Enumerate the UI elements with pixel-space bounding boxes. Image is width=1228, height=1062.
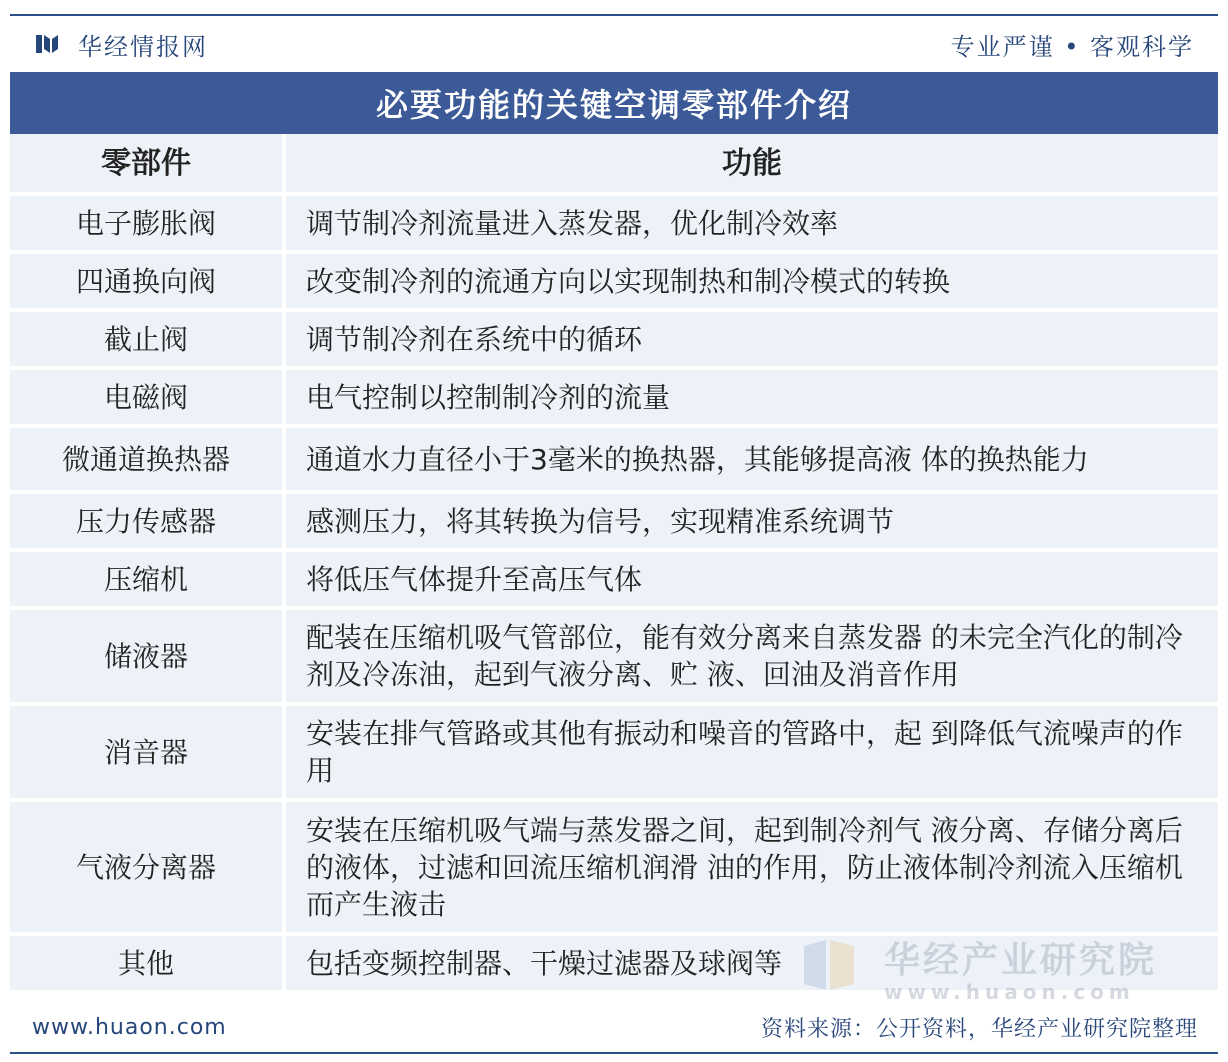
watermark-name: 华经产业研究院 bbox=[884, 940, 1158, 981]
watermark-url: www.huaon.com bbox=[884, 980, 1135, 1004]
footer-website: www.huaon.com bbox=[32, 1014, 227, 1040]
brand bbox=[36, 27, 208, 62]
part-cell: 其他 bbox=[10, 936, 286, 994]
table-row bbox=[10, 370, 1218, 428]
table-row bbox=[10, 610, 1218, 706]
top-bar bbox=[10, 16, 1218, 72]
table-row bbox=[10, 196, 1218, 254]
function-cell: 安装在压缩机吸气端与蒸发器之间，起到制冷剂气 液分离、存储分离后的液体，过滤和回流压缩机润滑 油的作用，防止液体制冷剂流入压缩机而产生液击 bbox=[286, 802, 1218, 936]
table-row bbox=[10, 312, 1218, 370]
function-cell: 感测压力，将其转换为信号，实现精准系统调节 bbox=[286, 494, 1218, 552]
part-cell: 四通换向阀 bbox=[10, 254, 286, 312]
function-cell: 安装在排气管路或其他有振动和噪音的管路中，起 到降低气流噪声的作用 bbox=[286, 706, 1218, 802]
table-row bbox=[10, 494, 1218, 552]
part-cell: 微通道换热器 bbox=[10, 428, 286, 494]
function-cell: 配装在压缩机吸气管部位，能有效分离来自蒸发器 的未完全汽化的制冷剂及冷冻油，起到气液分离、贮 液、回油及消音作用 bbox=[286, 610, 1218, 706]
function-cell: 调节制冷剂流量进入蒸发器，优化制冷效率 bbox=[286, 196, 1218, 254]
title-bar bbox=[10, 72, 1218, 134]
part-cell: 消音器 bbox=[10, 706, 286, 802]
table-row bbox=[10, 802, 1218, 936]
infographic-frame bbox=[10, 14, 1218, 1054]
function-cell: 将低压气体提升至高压气体 bbox=[286, 552, 1218, 610]
table-header-row bbox=[10, 134, 1218, 196]
part-cell: 压力传感器 bbox=[10, 494, 286, 552]
huajing-logo-icon bbox=[36, 33, 64, 55]
part-cell: 电子膨胀阀 bbox=[10, 196, 286, 254]
column-header-part: 零部件 bbox=[10, 134, 286, 196]
slogan: 专业严谨 • 客观科学 bbox=[950, 32, 1194, 61]
table-row bbox=[10, 428, 1218, 494]
function-cell: 电气控制以控制制冷剂的流量 bbox=[286, 370, 1218, 428]
column-header-function: 功能 bbox=[286, 134, 1218, 196]
part-cell: 气液分离器 bbox=[10, 802, 286, 936]
table-row bbox=[10, 936, 1218, 994]
function-cell: 调节制冷剂在系统中的循环 bbox=[286, 312, 1218, 370]
function-cell: 包括变频控制器、干燥过滤器及球阀等 bbox=[286, 936, 1218, 994]
part-cell: 截止阀 bbox=[10, 312, 286, 370]
part-cell: 储液器 bbox=[10, 610, 286, 706]
brand-name: 华经情报网 bbox=[78, 32, 208, 61]
part-cell: 电磁阀 bbox=[10, 370, 286, 428]
function-cell: 通道水力直径小于3毫米的换热器，其能够提高液 体的换热能力 bbox=[286, 428, 1218, 494]
table-row bbox=[10, 254, 1218, 312]
footer-source: 资料来源：公开资料，华经产业研究院整理 bbox=[760, 1016, 1198, 1042]
footer bbox=[10, 1004, 1218, 1050]
components-table bbox=[10, 134, 1218, 994]
table-container bbox=[10, 134, 1218, 994]
part-cell: 压缩机 bbox=[10, 552, 286, 610]
function-cell: 改变制冷剂的流通方向以实现制热和制冷模式的转换 bbox=[286, 254, 1218, 312]
table-row bbox=[10, 706, 1218, 802]
table-row bbox=[10, 552, 1218, 610]
page-title: 必要功能的关键空调零部件介绍 bbox=[375, 86, 852, 124]
